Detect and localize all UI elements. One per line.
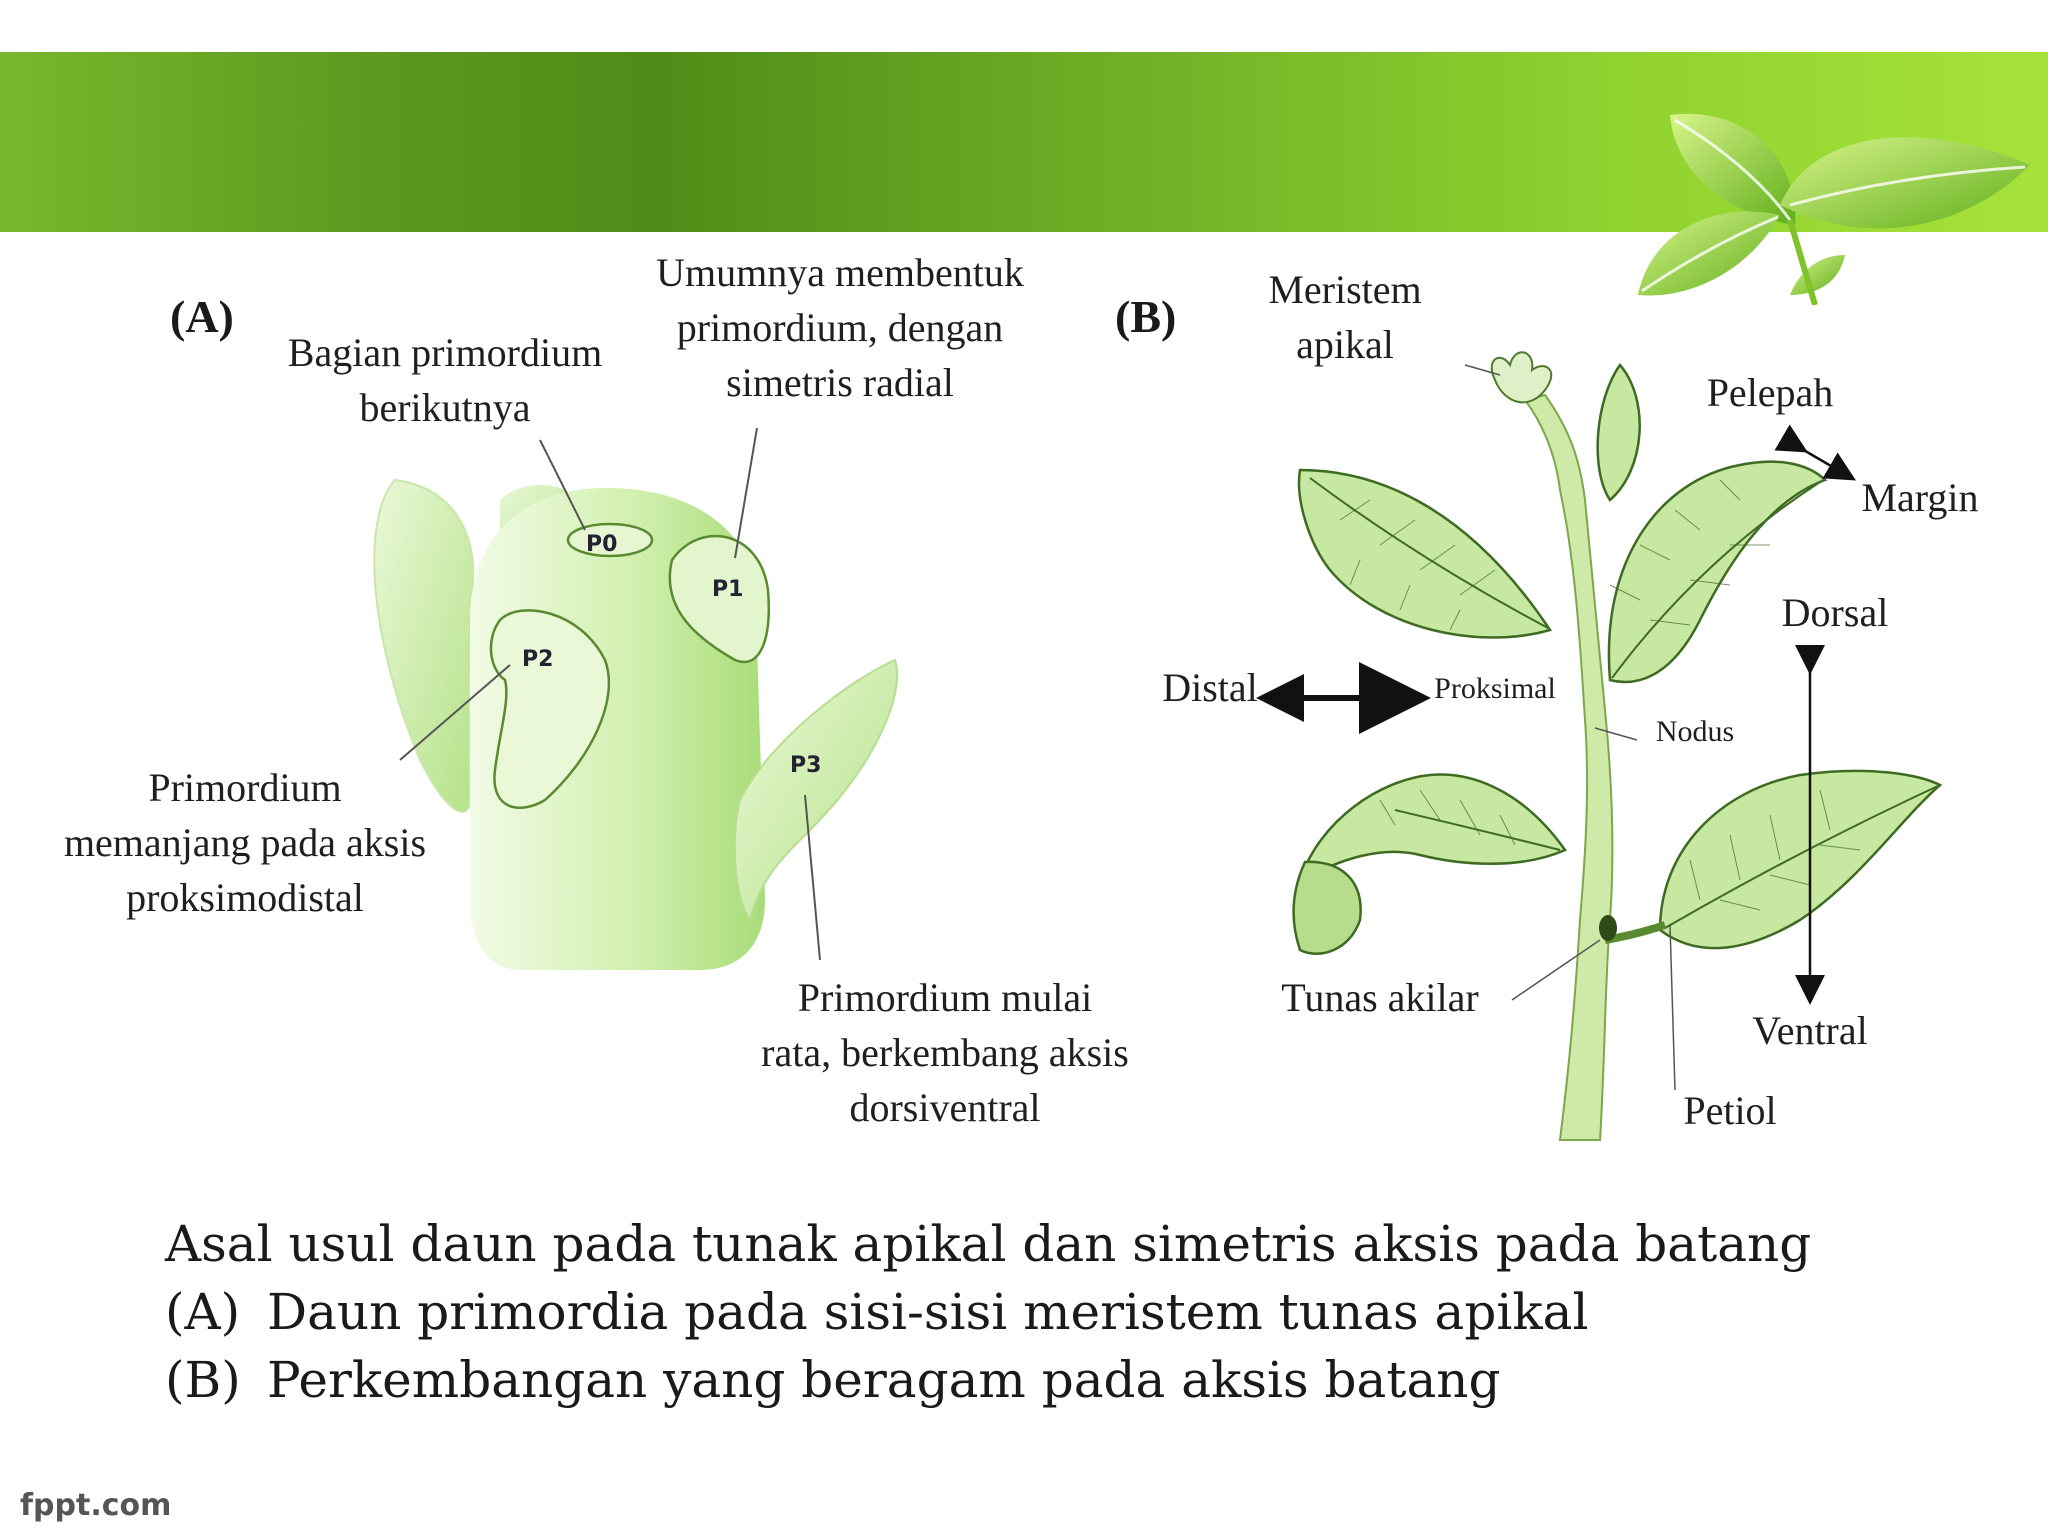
caption-text-b: Perkembangan yang beragam pada aksis batang [267, 1351, 1501, 1409]
caption-title: Asal usul daun pada tunak apikal dan simetris aksis pada batang [165, 1215, 1812, 1273]
caption-marker-b: (B) [165, 1351, 241, 1409]
label-apical-meristem: Meristem apikal [1268, 267, 1422, 367]
label-proksimal: Proksimal [1434, 672, 1556, 705]
caption-item-a [165, 1278, 1885, 1346]
caption-item-b [165, 1346, 1885, 1414]
p3-label: P3 [790, 753, 822, 778]
label-margin: Margin [1861, 475, 1979, 520]
primordium-p3 [735, 660, 897, 920]
brand-watermark[interactable]: fppt.com [20, 1488, 172, 1523]
label-nodus: Nodus [1655, 715, 1735, 748]
caption-marker-a: (A) [165, 1283, 241, 1341]
label-dorsiventral: Primordium mulai rata, berkembang aksis dorsiventral [761, 975, 1129, 1130]
p1-label: P1 [712, 577, 744, 602]
panel-a-id: (A) [170, 291, 234, 342]
label-radial-symmetry: Umumnya membentuk primordium, dengan simetris radial [656, 250, 1024, 405]
label-tunas-akilar: Tunas akilar [1281, 975, 1479, 1020]
meristem-illustration [374, 428, 897, 970]
label-proximodistal: Primordium memanjang pada aksis proksimodistal [63, 765, 427, 920]
label-dorsal: Dorsal [1781, 590, 1889, 635]
p0-label: P0 [586, 532, 618, 557]
caption-text-a: Daun primordia pada sisi-sisi meristem tunas apikal [267, 1283, 1589, 1341]
p2-label: P2 [522, 647, 554, 672]
label-petiol: Petiol [1683, 1088, 1777, 1133]
label-distal: Distal [1162, 665, 1258, 710]
label-pelepah: Pelepah [1706, 370, 1834, 415]
panel-b-id: (B) [1115, 291, 1177, 342]
label-ventral: Ventral [1752, 1008, 1868, 1053]
label-next-primordium: Bagian primordium berikutnya [287, 330, 603, 430]
figure-caption [165, 1210, 1885, 1414]
